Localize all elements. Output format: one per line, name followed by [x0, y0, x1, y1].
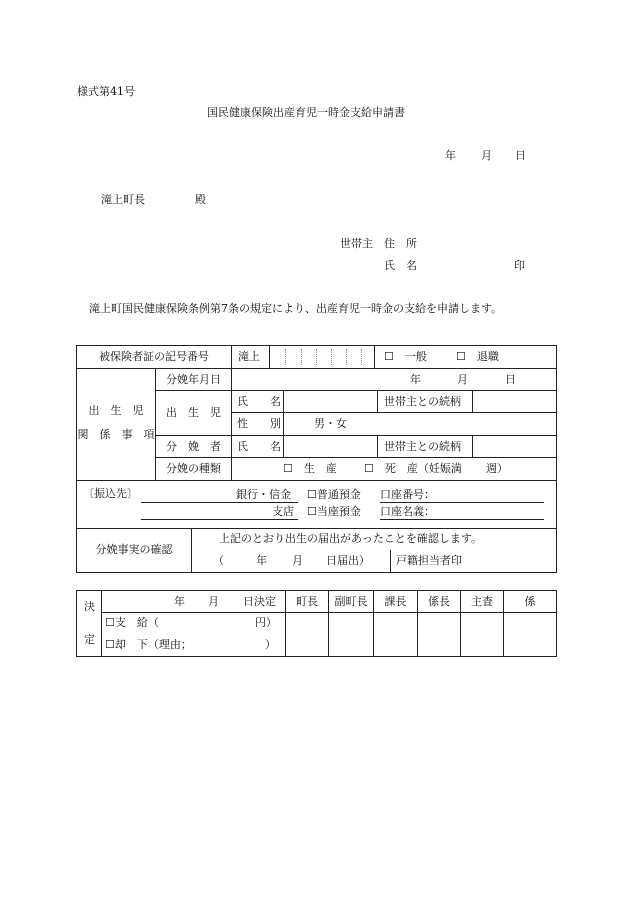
- delivery-type-still[interactable]: ☐ 死 産（妊娠満: [364, 462, 462, 475]
- honorific: 殿: [195, 193, 206, 206]
- delivery-date-label: 分娩年月日: [166, 373, 221, 386]
- branch-suffix: 支店: [272, 505, 294, 518]
- household-head-label: 世帯主: [340, 237, 373, 250]
- approver-subsection-chief: 係長: [428, 595, 450, 608]
- approver-section-chief: 課長: [384, 595, 407, 608]
- approver-staff: 係: [524, 595, 536, 608]
- addressee: 滝上町長: [101, 193, 145, 206]
- account-number-label: 口座番号：: [380, 488, 435, 501]
- registrar-seal-label: 戸籍担当者印: [396, 554, 462, 567]
- child-relation-label: 世帯主との続柄: [384, 395, 461, 408]
- date-year-label: 年: [445, 149, 456, 162]
- insured-number-label: 被保険者証の記号番号: [99, 350, 209, 363]
- confirmation-date-year: 年: [256, 554, 267, 567]
- weeks-label: 週）: [486, 462, 508, 475]
- decision-date-year: 年: [174, 595, 185, 608]
- ordinary-deposit-checkbox[interactable]: ☐普通預金: [307, 488, 361, 501]
- insured-prefix: 滝上: [238, 350, 260, 363]
- approver-deputy-mayor: 副町長: [334, 595, 368, 608]
- applicant-name-label: 氏 名: [384, 259, 417, 272]
- delivery-month-label: 月: [457, 373, 468, 386]
- mother-label: 分 娩 者: [166, 440, 221, 453]
- date-day-label: 日: [515, 149, 526, 162]
- decision-label-top: 決: [84, 600, 95, 613]
- transfer-label: 〔振込先〕: [83, 487, 138, 500]
- reject-checkbox[interactable]: ☐却 下（理由；: [105, 638, 192, 651]
- approver-inspector: 主査: [471, 595, 493, 608]
- checkbox-general[interactable]: ☐ 一般: [384, 350, 427, 363]
- pay-checkbox[interactable]: ☐支 給（: [105, 616, 159, 629]
- confirmation-date-month: 月: [292, 554, 303, 567]
- birth-section-label-1: 出 生 児: [88, 404, 144, 417]
- decision-label-bottom: 定: [84, 633, 95, 646]
- bank-suffix: 銀行・信金: [236, 488, 291, 501]
- delivery-year-label: 年: [410, 373, 421, 386]
- account-name-label: 口座名義：: [380, 505, 435, 518]
- decision-date-day: 日決定: [243, 595, 276, 608]
- reject-close: ）: [265, 638, 276, 651]
- approver-town-mayor: 町長: [296, 595, 318, 608]
- delivery-day-label: 日: [505, 373, 516, 386]
- mother-relation-label: 世帯主との続柄: [384, 440, 461, 453]
- child-sex-label: 性 別: [237, 417, 281, 430]
- date-month-label: 月: [481, 149, 492, 162]
- applicant-seal: 印: [514, 259, 525, 272]
- decision-date-month: 月: [208, 595, 219, 608]
- statement: 滝上町国民健康保険条例第7条の規定により、出産育児一時金の支給を申請します。: [89, 302, 503, 315]
- confirmation-date-day: 日届出）: [326, 554, 370, 567]
- delivery-type-live[interactable]: ☐ 生 産: [283, 462, 337, 475]
- pay-unit: 円）: [255, 616, 277, 629]
- confirmation-text: 上記のとおり出生の届出があったことを確認します。: [219, 532, 483, 545]
- address-label: 住 所: [384, 237, 417, 250]
- confirmation-label: 分娩事実の確認: [95, 543, 173, 556]
- current-deposit-checkbox[interactable]: ☐当座預金: [307, 505, 361, 518]
- mother-name-label: 氏 名: [237, 440, 281, 453]
- birth-section-label-2: 関 係 事 項: [77, 428, 155, 441]
- form-number: 様式第41号: [77, 85, 135, 98]
- child-label: 出 生 児: [166, 406, 221, 419]
- child-name-label: 氏 名: [237, 395, 281, 408]
- confirmation-date-open: （: [213, 554, 224, 567]
- delivery-type-label: 分娩の種類: [166, 462, 221, 475]
- child-sex-value: 男・女: [314, 417, 347, 430]
- form-title: 国民健康保険出産育児一時金支給申請書: [207, 106, 405, 119]
- checkbox-retired[interactable]: ☐ 退職: [456, 350, 499, 363]
